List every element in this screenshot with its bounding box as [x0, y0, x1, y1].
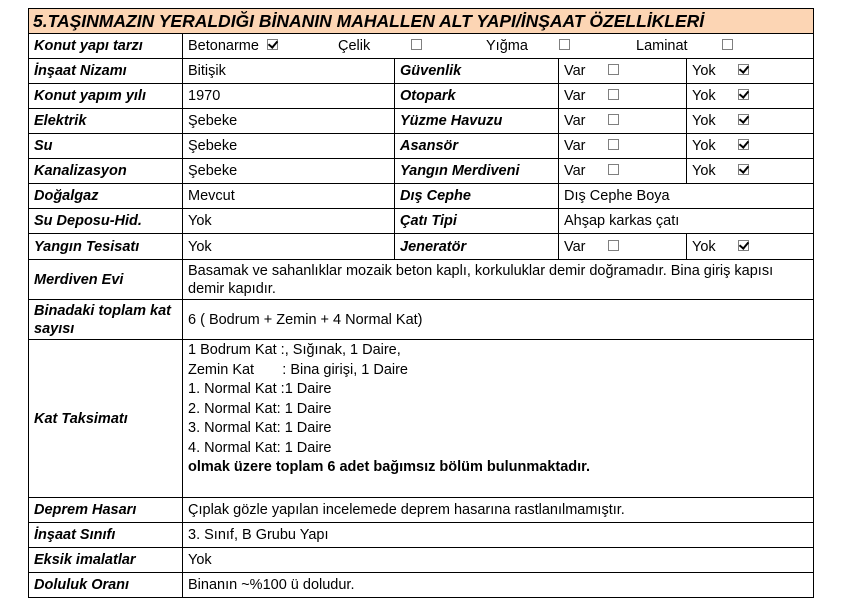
asansor-var-checkbox[interactable]: [608, 139, 619, 150]
otopark-var-checkbox[interactable]: [608, 89, 619, 100]
construction-type-options: [183, 34, 814, 59]
table-row: Su Deposu-Hid. Yok Çatı Tipi Ahşap karkas çatı: [29, 209, 814, 234]
option-betonarme: Betonarme: [188, 37, 338, 55]
yangin-merdiveni-yok-checkbox[interactable]: [738, 164, 749, 175]
jenerator-yok-checkbox[interactable]: [738, 240, 749, 251]
table-row: Elektrik Şebeke Yüzme Havuzu Var Yok: [29, 109, 814, 134]
havuz-yok-checkbox[interactable]: [738, 114, 749, 125]
table-row: Eksik imalatlar Yok: [29, 548, 814, 573]
table-row: Deprem Hasarı Çıplak gözle yapılan incelemede deprem hasarına rastlanılmamıştır.: [29, 498, 814, 523]
table-row: Doğalgaz Mevcut Dış Cephe Dış Cephe Boya: [29, 184, 814, 209]
section-title: 5.TAŞINMAZIN YERALDIĞI BİNANIN MAHALLEN ALT YAPI/İNŞAAT ÖZELLİKLERİ: [29, 9, 814, 34]
havuz-var-checkbox[interactable]: [608, 114, 619, 125]
floor-layout-cell: 1 Bodrum Kat :, Sığınak, 1 Daire, Zemin Kat : Bina girişi, 1 Daire 1. Normal Kat :1 Daire 2. Normal Kat: 1 Daire 3. Normal Kat: 1 Daire 4. Normal Kat: 1 Daire olmak üzere toplam 6 adet bağımsız bölüm bulunmaktadır.: [183, 340, 814, 498]
asansor-yok-checkbox[interactable]: [738, 139, 749, 150]
property-features-section: [28, 8, 813, 598]
celik-checkbox[interactable]: [411, 39, 422, 50]
features-table: [28, 8, 814, 598]
betonarme-checkbox[interactable]: [267, 39, 278, 50]
jenerator-var-checkbox[interactable]: [608, 240, 619, 251]
construction-type-label: Konut yapı tarzı: [29, 34, 183, 59]
otopark-yok-checkbox[interactable]: [738, 89, 749, 100]
option-yigma: Yığma: [486, 37, 636, 55]
construction-type-row: [29, 34, 814, 59]
guvenlik-yok-checkbox[interactable]: [738, 64, 749, 75]
guvenlik-var-checkbox[interactable]: [608, 64, 619, 75]
option-laminat: Laminat: [636, 37, 733, 55]
table-row: Kat Taksimatı 1 Bodrum Kat :, Sığınak, 1 Daire, Zemin Kat : Bina girişi, 1 Daire 1. Normal Kat :1 Daire 2. Normal Kat: 1 Daire 3. Normal Kat: 1 Daire 4. Normal Kat: 1 Daire olmak üzere toplam 6 adet bağımsız bölüm bulunmaktadır.: [29, 340, 814, 498]
table-row: Su Şebeke Asansör Var Yok: [29, 134, 814, 159]
table-row: Yangın Tesisatı Yok Jeneratör Var Yok: [29, 234, 814, 260]
table-row: Doluluk Oranı Binanın ~%100 ü doludur.: [29, 573, 814, 598]
table-row: Merdiven Evi Basamak ve sahanlıklar mozaik beton kaplı, korkuluklar demir doğramadır. Bina giriş kapısı demir kapıdır.: [29, 260, 814, 300]
table-row: Kanalizasyon Şebeke Yangın Merdiveni Var Yok: [29, 159, 814, 184]
yigma-checkbox[interactable]: [559, 39, 570, 50]
table-row: İnşaat Sınıfı 3. Sınıf, B Grubu Yapı: [29, 523, 814, 548]
laminat-checkbox[interactable]: [722, 39, 733, 50]
yangin-merdiveni-var-checkbox[interactable]: [608, 164, 619, 175]
table-row: Binadaki toplam kat sayısı 6 ( Bodrum + Zemin + 4 Normal Kat): [29, 300, 814, 340]
table-row: İnşaat Nizamı Bitişik Güvenlik Var Yok: [29, 59, 814, 84]
table-row: Konut yapım yılı 1970 Otopark Var Yok: [29, 84, 814, 109]
option-celik: Çelik: [338, 37, 486, 55]
